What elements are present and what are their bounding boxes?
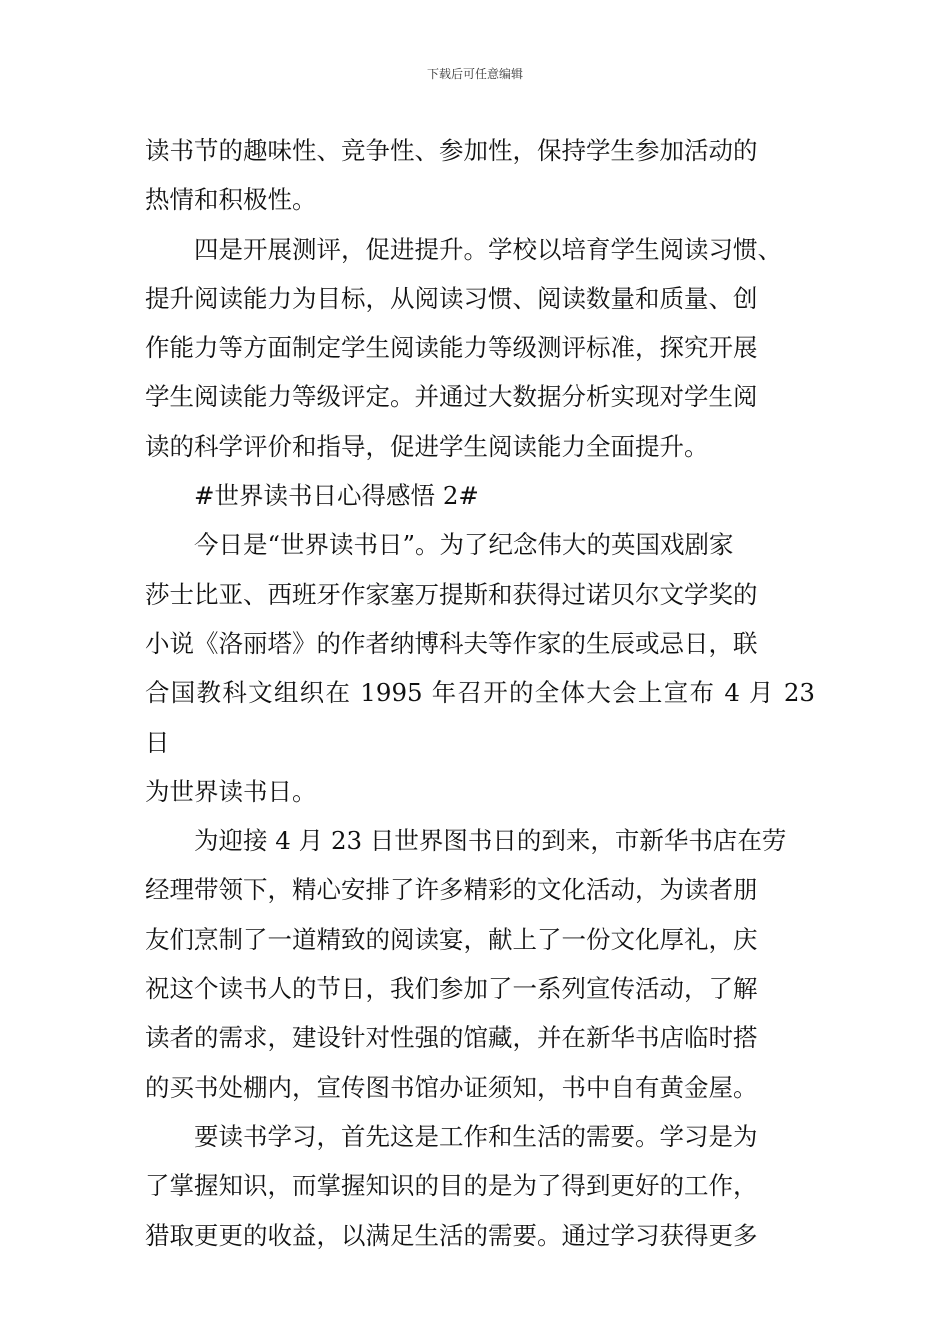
page-header: 下载后可任意编辑: [426, 67, 523, 81]
paragraph: 今日是“世界读书日”。为了纪念伟大的英国戏剧家 莎士比亚、西班牙作家塞万提斯和获得过诺贝尔文学奖的 小说《洛丽塔》的作者纳博科夫等作家的生辰或忌日，联 合国教科文组织在 1995 年召开的全体大会上宣布 4 月 23 日 为世界读书日。: [145, 530, 815, 806]
section-heading: #世界读书日心得感悟 2#: [194, 481, 479, 511]
paragraph: 读书节的趣味性、竞争性、参加性，保持学生参加活动的 热情和积极性。: [145, 136, 758, 215]
paragraph: 四是开展测评，促进提升。学校以培育学生阅读习惯、 提升阅读能力为目标，从阅读习惯、阅读数量和质量、创 作能力等方面制定学生阅读能力等级测评标准，探究开展 学生阅读能力等级评定。并通过大数据分析实现对学生阅 读的科学评价和指导，促进学生阅读能力全面提升。: [145, 234, 782, 461]
body-text: [145, 126, 815, 1260]
paragraph: 为迎接 4 月 23 日世界图书日的到来，市新华书店在劳 经理带领下，精心安排了许多精彩的文化活动，为读者朋 友们烹制了一道精致的阅读宴，献上了一份文化厚礼，庆 祝这个读书人的节日，我们参加了一系列宣传活动，了解 读者的需求，建设针对性强的馆藏，并在新华书店临时搭 的买书处棚内，宣传图书馆办证须知，书中自有黄金屋。: [145, 826, 787, 1102]
paragraph: 要读书学习，首先这是工作和生活的需要。学习是为 了掌握知识，而掌握知识的目的是为了得到更好的工作， 猎取更更的收益，以满足生活的需要。通过学习获得更多: [145, 1121, 758, 1250]
